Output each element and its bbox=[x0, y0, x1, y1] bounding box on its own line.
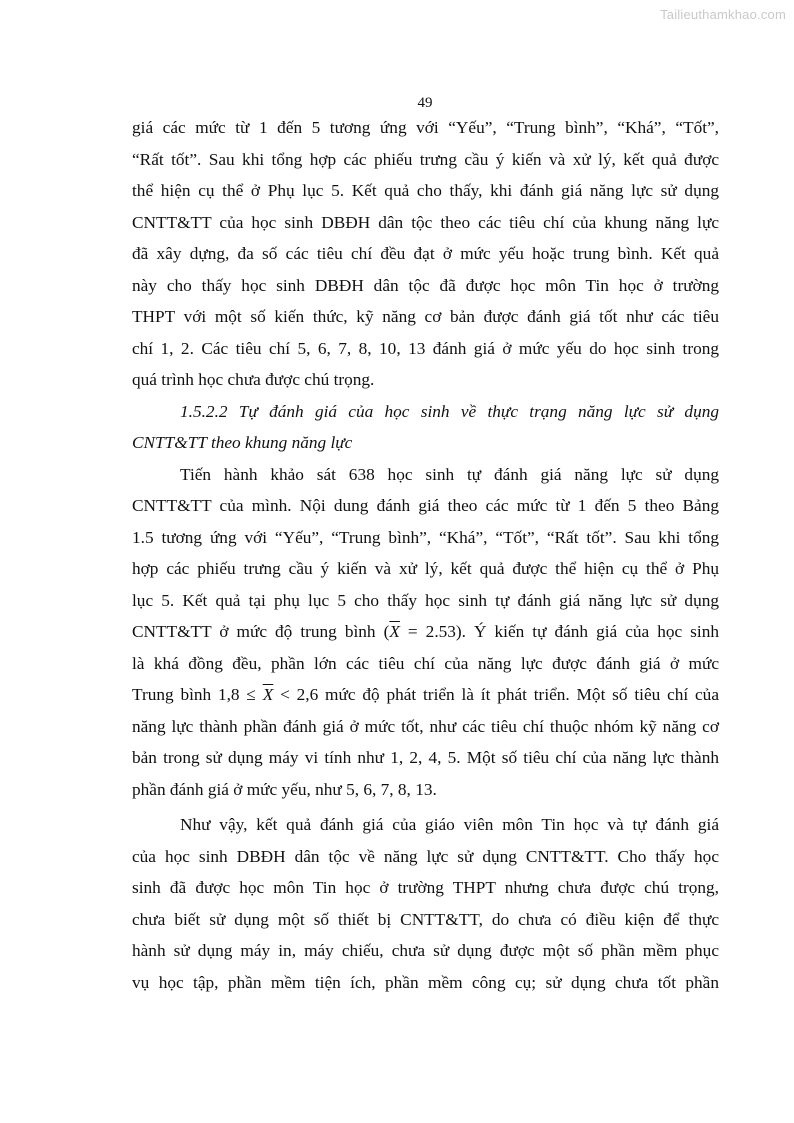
text-line: Như vậy, kết quả đánh giá của giáo viên môn Tin học và tự đánh giá bbox=[180, 815, 719, 834]
text-segment: Trung bình 1,8 ≤ bbox=[132, 685, 263, 704]
text-line: 1.5 tương ứng với “Yếu”, “Trung bình”, “Khá”, “Tốt”, “Rất tốt”. Sau khi tổng bbox=[132, 527, 719, 547]
mean-symbol: $\overline{X}$ bbox=[262, 685, 274, 704]
section-heading bbox=[132, 396, 719, 459]
text-line: hợp các phiếu trưng cầu ý kiến và xử lý, kết quả được thể hiện cụ thể ở Phụ bbox=[132, 559, 719, 578]
text-line: lục 5. Kết quả tại phụ lục 5 cho thấy học sinh tự đánh giá năng lực sử dụng bbox=[132, 590, 719, 610]
page-number: 49 bbox=[417, 95, 433, 111]
text-line: hành sử dụng máy in, máy chiếu, chưa sử dụng được một số phần mềm phục bbox=[132, 941, 719, 960]
text-line: năng lực thành phần đánh giá ở mức tốt, như các tiêu chí thuộc nhóm kỹ năng cơ bbox=[132, 716, 719, 736]
text-line: đã xây dựng, đa số các tiêu chí đều đạt ở mức yếu hoặc trung bình. Kết quả bbox=[132, 244, 719, 263]
text-line: “Rất tốt”. Sau khi tổng hợp các phiếu trưng cầu ý kiến và xử lý, kết quả được bbox=[132, 149, 719, 169]
text-line: CNTT&TT của mình. Nội dung đánh giá theo các mức từ 1 đến 5 theo Bảng bbox=[132, 496, 719, 515]
mean-symbol: $\overline{X}$ bbox=[389, 622, 400, 641]
paragraph-1 bbox=[132, 112, 719, 396]
watermark-text: Tailieuthamkhao.com bbox=[660, 7, 786, 22]
text-line: chí 1, 2. Các tiêu chí 5, 6, 7, 8, 10, 13 đánh giá ở mức yếu do học sinh trong bbox=[132, 338, 719, 358]
mean-line bbox=[132, 616, 719, 648]
heading-line: 1.5.2.2 Tự đánh giá của học sinh về thực trạng năng lực sử dụng bbox=[180, 401, 719, 421]
text-line: thể hiện cụ thể ở Phụ lục 5. Kết quả cho thấy, khi đánh giá năng lực sử dụng bbox=[132, 181, 719, 200]
text-segment: = 2.53). Ý kiến tự đánh giá của học sinh bbox=[399, 622, 719, 641]
text-line: CNTT&TT của học sinh DBĐH dân tộc theo các tiêu chí của khung năng lực bbox=[132, 212, 719, 232]
text-line: THPT với một số kiến thức, kỹ năng cơ bản được đánh giá tốt như các tiêu bbox=[132, 307, 719, 326]
text-line: là khá đồng đều, phần lớn các tiêu chí của năng lực được đánh giá ở mức bbox=[132, 653, 719, 673]
text-line: phần đánh giá ở mức yếu, như 5, 6, 7, 8, 13. bbox=[132, 779, 437, 799]
text-line: vụ học tập, phần mềm tiện ích, phần mềm công cụ; sử dụng chưa tốt phần bbox=[132, 972, 719, 992]
document-body bbox=[132, 112, 719, 998]
text-line: sinh đã được học môn Tin học ở trường THPT nhưng chưa được chú trọng, bbox=[132, 878, 719, 897]
text-line: này cho thấy học sinh DBĐH dân tộc đã được học môn Tin học ở trường bbox=[132, 275, 719, 295]
paragraph-3 bbox=[132, 809, 719, 998]
heading-line: CNTT&TT theo khung năng lực bbox=[132, 433, 353, 452]
text-line: quá trình học chưa được chú trọng. bbox=[132, 370, 375, 389]
text-line: giá các mức từ 1 đến 5 tương ứng với “Yếu”, “Trung bình”, “Khá”, “Tốt”, bbox=[132, 118, 719, 137]
text-segment: CNTT&TT ở mức độ trung bình ( bbox=[132, 622, 390, 641]
text-line: chưa biết sử dụng một số thiết bị CNTT&TT, do chưa có điều kiện để thực bbox=[132, 909, 719, 929]
paragraph-2 bbox=[132, 459, 719, 806]
text-line: của học sinh DBĐH dân tộc về năng lực sử dụng CNTT&TT. Cho thấy học bbox=[132, 846, 719, 866]
text-line: Tiến hành khảo sát 638 học sinh tự đánh giá năng lực sử dụng bbox=[180, 464, 719, 484]
text-line: bản trong sử dụng máy vi tính như 1, 2, 4, 5. Một số tiêu chí của năng lực thành bbox=[132, 748, 719, 767]
text-segment: < 2,6 mức độ phát triển là ít phát triển. Một số tiêu chí của bbox=[273, 685, 719, 704]
range-line bbox=[132, 679, 719, 711]
